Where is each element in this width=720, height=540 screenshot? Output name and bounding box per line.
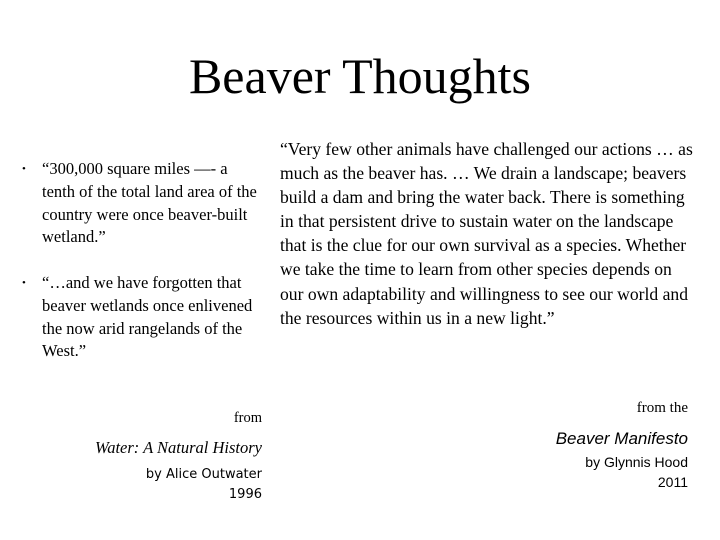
source-left [2, 408, 262, 505]
source-year: 1996 [228, 487, 262, 502]
source-title: Beaver Manifesto [555, 429, 688, 448]
bullet-marker: • [22, 277, 26, 289]
source-year: 2011 [657, 474, 688, 490]
source-prefix: from the [636, 400, 688, 416]
source-right [428, 398, 688, 492]
slide-title: Beaver Thoughts [188, 48, 532, 104]
quote-text: “Very few other animals have challenged our actions … as much as the beaver has. … We drain a landscape; beavers build a dam and bring the water back. There is something in that persistent drive to sustain water on the landscape that is the clue for our own survival as a species. Whether we take the time to learn from other species depends on our own adaptability and willingness to see our world and the resources within us in a new light.” [280, 139, 693, 328]
source-prefix: from [233, 410, 262, 426]
source-author: by Glynnis Hood [585, 454, 688, 470]
bullet-marker: • [22, 163, 26, 175]
bullet-text: “300,000 square miles —- a tenth of the total land area of the country were once beaver-built wetland.” [42, 159, 257, 247]
source-author: by Alice Outwater [145, 467, 262, 482]
source-title: Water: A Natural History [94, 438, 262, 457]
bullet-text: “…and we have forgotten that beaver wetlands once enlivened the now arid rangelands of the West.” [42, 273, 253, 361]
